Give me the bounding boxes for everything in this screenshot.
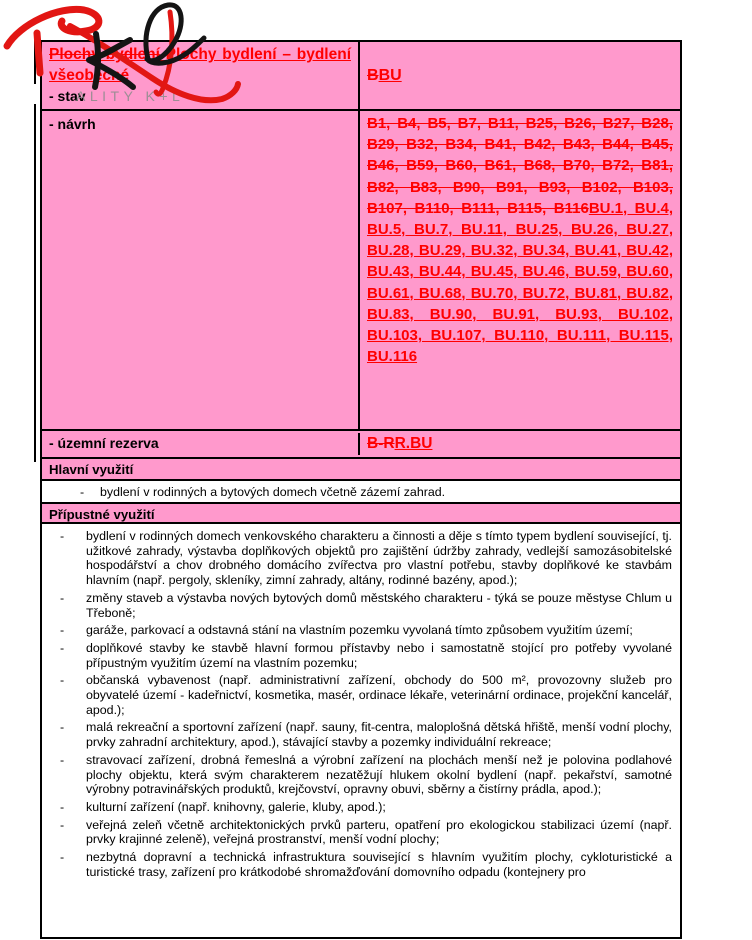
revision-change-bar <box>34 104 36 462</box>
list-item: - občanská vybavenost (např. administrativní zařízení, obchody do 500 m², provozovny služeb pro obyvatelé území - kadeřnictví, kosmetika, masér, ordinace lékaře, veterinární ordinace, projekční kancelář, apod.); <box>42 673 672 717</box>
table-row-navrh <box>42 109 680 429</box>
stav-code-cell <box>360 42 680 109</box>
list-item: - kulturní zařízení (např. knihovny, galerie, kluby, apod.); <box>42 800 672 815</box>
rezerva-label: - územní rezerva <box>49 435 159 451</box>
rezerva-label-cell <box>42 433 360 455</box>
pripustne-vyuziti-list <box>42 529 672 879</box>
table-row-rezerva <box>42 429 680 457</box>
watermark-text: ALITY K+L <box>76 88 185 104</box>
navrh-label: - návrh <box>49 116 96 132</box>
list-item: - bydlení v rodinných domech venkovského charakteru a činnosti a děje s tímto typem bydlení související, tj. užitkové zahrady, výstavba doplňkových objektů pro zajištění údržby zahrady, vedlejší samozásobitelské hospodářství a chov drobného domácího zvířectva pro vlastní potřebu, stavby doplňkové ke stavbám hlavním (např. pergoly, skleníky, zimní zahrady, altány, rodinné bazény, apod.); <box>42 529 672 588</box>
hlavni-vyuziti-item-text: bydlení v rodinných a bytových domech včetně zázemí zahrad. <box>100 484 446 499</box>
dash-bullet: - <box>80 484 85 499</box>
deleted-title-text: Plochy bydlení <box>49 46 160 63</box>
deleted-code: B-R <box>367 435 395 452</box>
plot-type-title <box>49 44 351 86</box>
inserted-code: BU <box>378 66 402 84</box>
zoning-table <box>40 40 682 939</box>
hlavni-vyuziti-item <box>42 479 680 502</box>
revision-change-bar <box>34 40 36 84</box>
deleted-codes-list: B1, B4, B5, B7, B11, B25, B26, B27, B28, B29, B32, B34, B41, B42, B43, B44, B45, B46, B59, B60, B61, B68, B70, B72, B81, B82, B83, B90, B91, B93, B102, B103, B107, B110, B111, B115, B116 <box>367 115 673 217</box>
navrh-codes-cell <box>360 111 680 429</box>
list-item: - nezbytná dopravní a technická infrastruktura související s hlavním využitím plochy, cykloturistické a turistické trasy, zařízení pro krátkodobé shromažďování domovního odpadu (kontejnery pro <box>42 850 672 879</box>
list-item: - změny staveb a výstavba nových bytových domů městského charakteru - týká se pouze městyse Chlum u Třeboně; <box>42 591 672 620</box>
list-item: - veřejná zeleň včetně architektonických prvků parteru, opatření pro ekologickou stabilizaci území (např. prvky krajinné zeleně), veřejná prostranství, menší vodní plochy; <box>42 818 672 847</box>
rezerva-code-cell <box>360 433 680 455</box>
navrh-label-cell <box>42 111 360 429</box>
inserted-codes-list: BU.1, BU.4, BU.5, BU.7, BU.11, BU.25, BU.26, BU.27, BU.28, BU.29, BU.32, BU.34, BU.41, BU.42, BU.43, BU.44, BU.45, BU.46, BU.59, BU.60, BU.61, BU.68, BU.70, BU.72, BU.81, BU.82, BU.83, BU.90, BU.91, BU.93, BU.102, BU.103, BU.107, BU.110, BU.111, BU.115, BU.116 <box>367 199 673 366</box>
inserted-title-text: Plochy bydlení – bydlení všeobecné <box>49 46 351 84</box>
deleted-code: B <box>367 66 379 84</box>
section-header-hlavni-vyuziti: Hlavní využití <box>42 457 680 479</box>
list-item: - stravovací zařízení, drobná řemeslná a výrobní zařízení na plochách menší než je polovina podlahové plochy objektu, která svým charakterem nezatěžují hlukem okolní bydlení (např. pekařství, samotné výrobny potravinářských produktů, krejčovství, opravny obuvi, sběrny a čistírny prádla, apod.); <box>42 753 672 797</box>
inserted-code: R.BU <box>394 435 433 452</box>
stav-label: - stav <box>49 88 86 104</box>
section-header-pripustne-vyuziti: Přípustné využití <box>42 502 680 524</box>
pripustne-vyuziti-list-area <box>42 524 680 937</box>
list-item: - malá rekreační a sportovní zařízení (např. sauny, fit-centra, maloplošná dětská hřiště, menší vodní plochy, prvky zahradní architektury, apod.), stávající stavby a pozemky individuální rekreace; <box>42 720 672 749</box>
list-item: - garáže, parkovací a odstavná stání na vlastním pozemku vyvolaná tímto způsobem využitím území; <box>42 623 672 638</box>
list-item: - doplňkové stavby ke stavbě hlavní formou přístavby nebo i samostatně stojící pro potřeby vyvolané přípustným využitím území na vlastním pozemku; <box>42 641 672 670</box>
